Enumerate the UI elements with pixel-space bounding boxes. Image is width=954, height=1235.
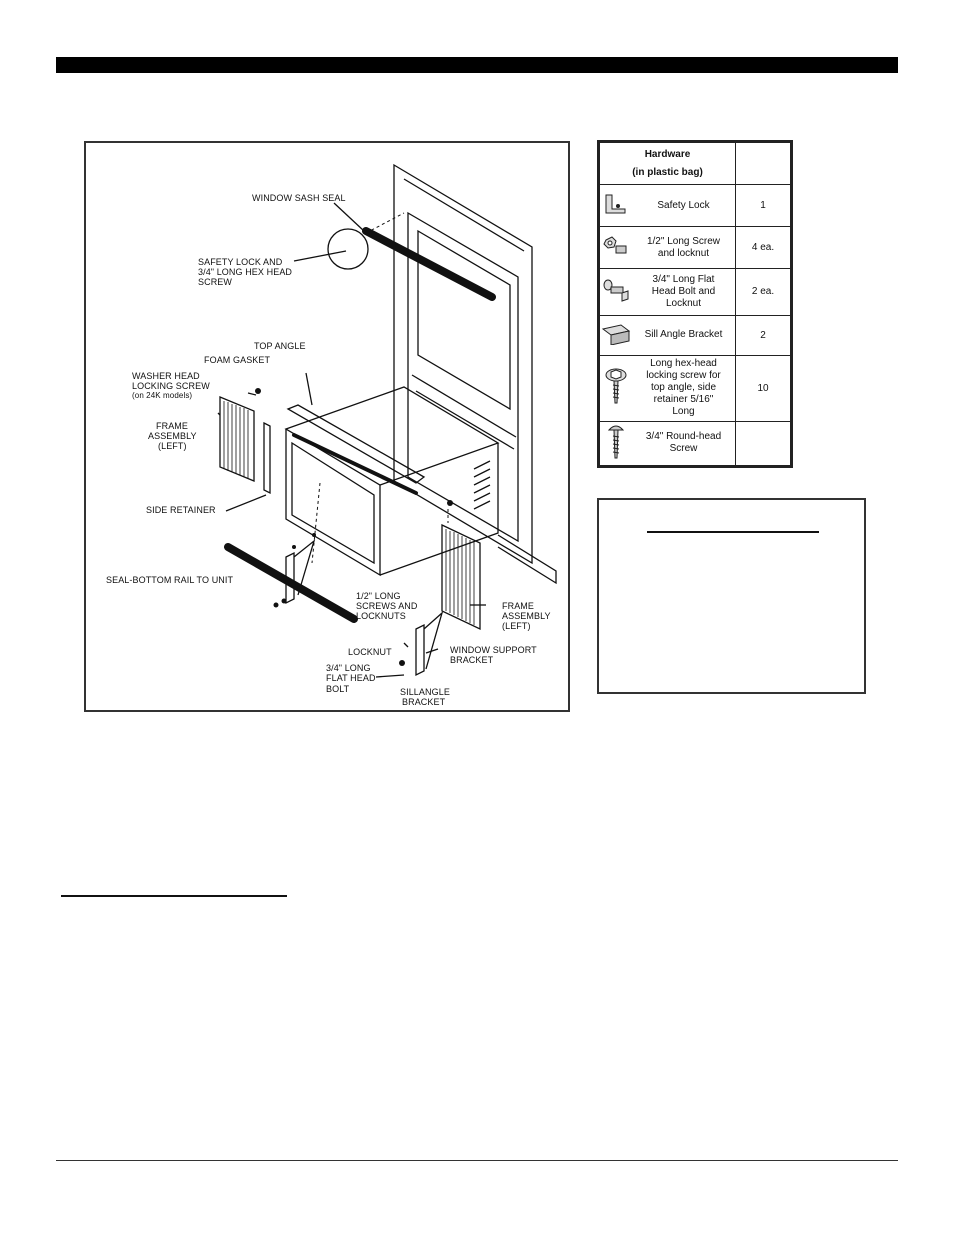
bottom-rail-seal	[228, 547, 354, 619]
label-flat-head-bolt: BOLT	[326, 684, 350, 694]
label-safety-lock: 3/4" LONG HEX HEAD	[198, 267, 293, 277]
label-locknut: LOCKNUT	[348, 647, 392, 657]
label-seal-bottom-rail: SEAL-BOTTOM RAIL TO UNIT	[106, 575, 234, 585]
label-window-sash-seal: WINDOW SASH SEAL	[252, 193, 346, 203]
label-washer-head-screw: (on 24K models)	[132, 391, 193, 400]
label-window-support-bracket: WINDOW SUPPORT	[450, 645, 537, 655]
label-sill-angle-bracket: BRACKET	[402, 697, 446, 707]
label-frame-left: FRAME	[156, 421, 188, 431]
right-support-bracket	[416, 613, 442, 675]
table-row	[600, 355, 791, 421]
label-half-inch-screws: 1/2" LONG	[356, 591, 401, 601]
hardware-desc: Locknut	[665, 297, 702, 309]
hardware-desc: Safety Lock	[657, 199, 710, 211]
label-frame-right: (LEFT)	[502, 621, 531, 631]
hardware-table-header	[600, 143, 736, 185]
hardware-desc: locking screw for	[646, 370, 721, 382]
label-frame-left: (LEFT)	[158, 441, 187, 451]
label-foam-gasket: FOAM GASKET	[204, 355, 271, 365]
hardware-qty: 4 ea.	[736, 227, 791, 269]
screw-locknut-icon	[600, 227, 633, 269]
installation-diagram	[84, 141, 570, 712]
hardware-qty: 1	[736, 185, 791, 227]
table-row	[600, 185, 791, 227]
label-side-retainer: SIDE RETAINER	[146, 505, 216, 515]
footer-rule	[56, 1160, 898, 1161]
hardware-desc: retainer 5/16"	[653, 394, 714, 406]
label-half-inch-screws: SCREWS AND	[356, 601, 418, 611]
note-heading-rule	[647, 531, 819, 533]
label-safety-lock: SAFETY LOCK AND	[198, 257, 283, 267]
flat-head-bolt-icon	[600, 269, 633, 315]
label-washer-head-screw: LOCKING SCREW	[132, 381, 210, 391]
table-row	[600, 421, 791, 465]
hex-head-screw-icon	[600, 355, 633, 421]
label-sill-angle-bracket: SILLANGLE	[400, 687, 450, 697]
hardware-subtitle: (in plastic bag)	[632, 166, 703, 178]
hardware-desc: 1/2" Long Screw	[646, 235, 721, 247]
section-heading-rule	[61, 895, 287, 897]
hardware-qty: 2	[736, 315, 791, 355]
quantity-header	[736, 143, 791, 185]
label-flat-head-bolt: FLAT HEAD	[326, 673, 376, 683]
round-head-screw-icon	[600, 421, 633, 465]
hardware-qty	[736, 421, 791, 465]
unit-top	[286, 387, 498, 485]
label-frame-left: ASSEMBLY	[148, 431, 197, 441]
hardware-desc: Long	[672, 406, 695, 418]
hardware-qty: 2 ea.	[736, 269, 791, 315]
hardware-qty: 10	[736, 355, 791, 421]
hardware-desc: Screw	[669, 443, 698, 455]
label-top-angle: TOP ANGLE	[254, 341, 306, 351]
side-retainer	[264, 423, 270, 493]
label-washer-head-screw: WASHER HEAD	[132, 371, 200, 381]
table-row	[600, 269, 791, 315]
hardware-desc: and locknut	[657, 247, 710, 259]
label-flat-head-bolt: 3/4" LONG	[326, 663, 371, 673]
label-frame-right: ASSEMBLY	[502, 611, 551, 621]
sill-angle-bracket-icon	[600, 315, 633, 355]
table-row	[600, 315, 791, 355]
hardware-title: Hardware	[644, 148, 691, 160]
label-frame-right: FRAME	[502, 601, 534, 611]
hardware-desc: 3/4" Long Flat	[652, 273, 715, 285]
header-bar	[56, 57, 898, 73]
foam-gasket	[294, 435, 416, 493]
window-glass	[418, 231, 510, 409]
label-window-support-bracket: BRACKET	[450, 655, 494, 665]
label-half-inch-screws: LOCKNUTS	[356, 611, 406, 621]
hardware-desc: top angle, side	[650, 382, 717, 394]
window-frame	[394, 165, 532, 563]
hardware-desc: Sill Angle Bracket	[644, 329, 723, 341]
hardware-desc: 3/4" Round-head	[645, 431, 722, 443]
hardware-desc: Long hex-head	[650, 358, 717, 370]
hardware-table	[597, 140, 793, 468]
hardware-desc: Head Bolt and	[651, 285, 716, 297]
left-frame-assembly	[220, 397, 254, 481]
safety-lock-icon	[600, 185, 633, 227]
unit-front	[286, 429, 380, 575]
label-safety-lock: SCREW	[198, 277, 232, 287]
table-row	[600, 227, 791, 269]
note-box	[597, 498, 866, 694]
